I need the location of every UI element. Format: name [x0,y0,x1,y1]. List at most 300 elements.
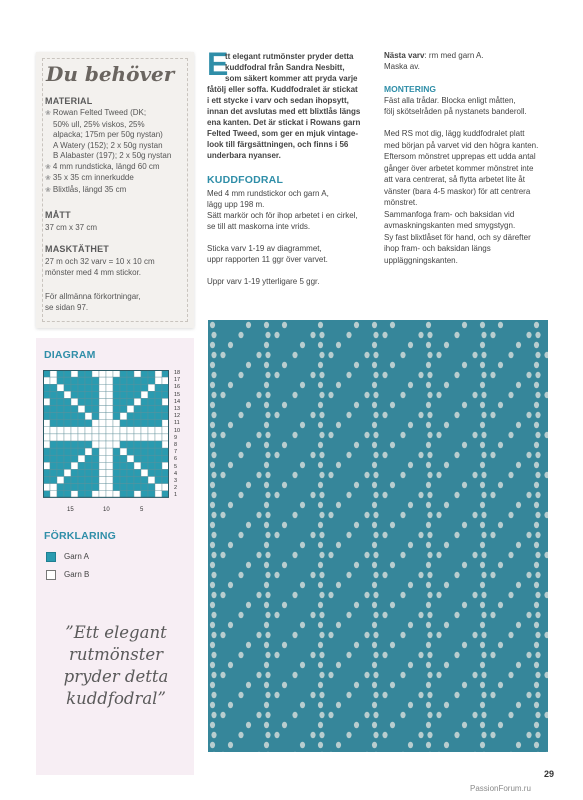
grid-cell [127,384,134,391]
grid-cell [134,491,141,498]
grid-cell [120,420,127,427]
abbrev-line: För allmänna förkortningar, [45,292,141,301]
grid-cell [106,398,113,405]
grid-cell [141,477,148,484]
row-number: 5 [174,463,178,470]
text-line: : rm med garn A. [424,51,484,60]
grid-cell [92,384,99,391]
material-list [45,108,193,196]
grid-cell [162,427,169,434]
grid-cell [71,377,78,384]
grid-cell [106,427,113,434]
grid-cell [85,370,92,377]
grid-cell [43,406,50,413]
text-line: Fäst alla trådar. Blocka enligt måtten, [384,96,516,105]
grid-cell [127,462,134,469]
row-number: 18 [174,370,181,376]
grid-cell [141,441,148,448]
grid-cell [120,370,127,377]
kuddfodral-para3 [207,276,377,287]
grid-cell [162,469,169,476]
material-heading: MATERIAL [45,96,93,106]
grid-cell [85,455,92,462]
grid-cell [92,469,99,476]
grid-cell [141,398,148,405]
abbrev-text [45,292,141,313]
grid-cell [127,484,134,491]
intro-paragraph [207,46,375,161]
grid-cell [141,413,148,420]
grid-cell [120,398,127,405]
grid-cell [92,462,99,469]
grid-cell [155,391,162,398]
grid-cell [78,413,85,420]
grid-cell [113,370,120,377]
grid-cell [113,434,120,441]
text-line: Med 4 mm rundstickor och garn A, [207,189,329,198]
grid-cell [92,406,99,413]
intro-line: underbara nyanser. [207,151,281,160]
grid-cell [127,477,134,484]
text-line: Med RS mot dig, lägg kuddfodralet platt [384,129,525,138]
grid-cell [92,370,99,377]
grid-cell [120,491,127,498]
grid-cell [85,441,92,448]
row-number: 15 [174,391,181,398]
grid-cell [155,448,162,455]
grid-cell [57,455,64,462]
grid-cell [106,455,113,462]
row-number: 4 [174,470,178,477]
grid-cell [78,420,85,427]
grid-cell [148,384,155,391]
grid-cell [155,398,162,405]
grid-cell [50,441,57,448]
row-number: 14 [174,398,181,405]
grid-cell [85,462,92,469]
grid-cell [162,377,169,384]
grid-cell [106,384,113,391]
material-line: ❀ Blixtlås, längd 35 cm [45,185,193,197]
grid-cell [162,420,169,427]
grid-cell [148,462,155,469]
grid-cell [64,441,71,448]
grid-cell [57,484,64,491]
grid-cell [92,391,99,398]
material-line: ❀ 4 mm rundsticka, längd 60 cm [45,162,193,174]
grid-cell [113,413,120,420]
grid-cell [162,413,169,420]
grid-cell [71,406,78,413]
col-number: 5 [140,507,144,513]
text-line: Sy fast blixtlåset för hand, och sy därefter [384,232,531,242]
intro-line: ena kanten. Det är stickat i Rowans garn [207,118,361,127]
grid-cell [50,469,57,476]
row-number: 2 [174,485,178,492]
grid-cell [134,377,141,384]
grid-cell [78,384,85,391]
grid-cell [78,406,85,413]
grid-cell [71,413,78,420]
grid-cell [113,377,120,384]
grid-cell [64,484,71,491]
grid-cell [78,448,85,455]
grid-cell [71,420,78,427]
grid-cell [141,420,148,427]
material-line: alpacka; 175m per 50g nystan) [53,130,163,139]
grid-cell [85,398,92,405]
grid-cell [85,469,92,476]
grid-cell [43,384,50,391]
grid-cell [155,420,162,427]
grid-cell [148,477,155,484]
drop-cap: E [207,46,229,82]
grid-cell [57,441,64,448]
row-number: 10 [174,427,181,434]
grid-cell [50,484,57,491]
grid-cell [43,413,50,420]
grid-cell [99,370,106,377]
grid-cell [162,491,169,498]
grid-cell [43,370,50,377]
grid-cell [64,377,71,384]
grid-cell [57,469,64,476]
grid-cell [127,448,134,455]
grid-cell [43,398,50,405]
grid-cell [71,448,78,455]
grid-cell [85,427,92,434]
grid-cell [85,391,92,398]
intro-line: innan det avslutas med ett blixtlås längs [207,107,361,116]
grid-cell [141,448,148,455]
text-line: Sammanfoga fram- och baksidan vid [384,209,515,219]
grid-cell [85,377,92,384]
grid-cell [127,370,134,377]
grid-cell [134,420,141,427]
row-number: 8 [174,442,178,449]
grid-cell [162,434,169,441]
grid-cell [64,491,71,498]
grid-cell [148,427,155,434]
grid-cell [57,398,64,405]
kuddfodral-para1 [207,188,377,232]
grid-cell [50,462,57,469]
intro-line: fåtölj eller soffa. Kuddfodralet är stickat [207,85,358,94]
grid-cell [148,469,155,476]
grid-cell [134,398,141,405]
grid-cell [78,398,85,405]
grid-cell [57,477,64,484]
grid-cell [50,384,57,391]
grid-cell [106,448,113,455]
text-line: uppr rapporten 11 ggr över varvet. [207,255,328,264]
grid-cell [50,455,57,462]
grid-cell [155,427,162,434]
grid-cell [99,384,106,391]
col-number: 15 [67,507,74,513]
grid-cell [162,462,169,469]
grid-cell [92,427,99,434]
grid-cell [106,377,113,384]
grid-cell [50,427,57,434]
grid-cell [57,420,64,427]
row-number: 13 [174,406,181,413]
grid-cell [148,413,155,420]
grid-cell [141,469,148,476]
grid-cell [50,370,57,377]
watermark: PassionForum.ru [470,784,531,793]
grid-cell [162,398,169,405]
grid-cell [78,434,85,441]
abbrev-line: se sidan 97. [45,302,89,312]
grid-cell [113,427,120,434]
grid-cell [92,441,99,448]
grid-cell [85,384,92,391]
grid-cell [141,484,148,491]
matt-heading: MÅTT [45,210,71,220]
grid-cell [64,455,71,462]
grid-cell [155,455,162,462]
grid-cell [141,462,148,469]
grid-cell [85,448,92,455]
grid-cell [120,391,127,398]
grid-cell [64,370,71,377]
grid-cell [64,469,71,476]
grid-cell [127,406,134,413]
grid-cell [113,462,120,469]
intro-line: som säkert kommer att pryda varje [225,74,358,83]
grid-cell [57,491,64,498]
grid-cell [85,491,92,498]
grid-cell [106,484,113,491]
grid-cell [120,469,127,476]
grid-cell [134,384,141,391]
grid-cell [92,420,99,427]
grid-cell [120,413,127,420]
grid-cell [78,377,85,384]
text-line: gånger över arbetet kommer mönstret inte [384,163,534,173]
grid-cell [148,377,155,384]
grid-cell [71,462,78,469]
grid-cell [85,420,92,427]
text-line: Uppr varv 1-19 ytterligare 5 ggr. [207,277,320,286]
grid-cell [43,420,50,427]
grid-cell [85,434,92,441]
legend-label: Garn A [64,552,89,561]
text-line: Maska av. [384,62,420,71]
row-number: 12 [174,413,181,420]
grid-cell [127,455,134,462]
row-number: 7 [174,449,178,456]
text-line: följ skötselråden på nystanets banderoll. [384,107,527,116]
grid-cell [57,434,64,441]
grid-cell [134,406,141,413]
grid-cell [43,391,50,398]
grid-cell [134,484,141,491]
intro-line: tt elegant rutmönster pryder detta [225,52,354,61]
grid-cell [134,448,141,455]
text-line: Eftersom mönstret upprepas ett udda antal [384,152,536,161]
text-line: Sticka varv 1-19 av diagrammet, [207,244,322,253]
material-line: ❀ 35 x 35 cm innerkudde [45,173,193,185]
montering-para1 [384,95,554,117]
grid-cell [92,377,99,384]
chart-diagram-grid [43,370,169,498]
grid-cell [50,398,57,405]
grid-cell [99,477,106,484]
grid-cell [85,413,92,420]
grid-cell [127,420,134,427]
grid-cell [43,477,50,484]
grid-cell [57,391,64,398]
grid-cell [99,427,106,434]
grid-cell [106,370,113,377]
grid-cell [113,384,120,391]
grid-cell [71,455,78,462]
grid-cell [162,384,169,391]
masktathet-line: mönster med 4 mm stickor. [45,267,142,277]
grid-cell [64,384,71,391]
intro-line: kuddfodral från Sandra Nesbitt, [225,63,345,72]
nasta-label: Nästa varv [384,51,425,60]
masktathet-text [45,257,155,278]
grid-cell [50,434,57,441]
grid-cell [92,491,99,498]
grid-cell [57,427,64,434]
grid-cell [78,455,85,462]
grid-cell [43,434,50,441]
grid-cell [141,455,148,462]
legend-item-a [46,551,89,562]
diagram-heading: DIAGRAM [44,349,96,361]
legend-heading: FÖRKLARING [44,530,116,542]
intro-line: Felted Tweed, som ger en mjuk vintage- [207,129,358,138]
grid-cell [43,469,50,476]
grid-cell [162,406,169,413]
grid-cell [57,377,64,384]
grid-cell [92,413,99,420]
grid-cell [127,398,134,405]
row-number: 17 [174,377,181,384]
grid-cell [85,477,92,484]
grid-cell [113,491,120,498]
grid-cell [134,391,141,398]
grid-cell [141,370,148,377]
grid-cell [106,441,113,448]
grid-cell [155,406,162,413]
grid-cell [113,455,120,462]
grid-cell [155,469,162,476]
grid-cell [120,448,127,455]
material-line: 50% ull, 25% viskos, 25% [53,119,145,129]
material-line: A Watery (152); 2 x 50g nystan [53,140,163,150]
matt-text: 37 cm x 37 cm [45,223,98,232]
grid-cell [64,462,71,469]
page-number: 29 [544,769,555,779]
grid-cell [43,462,50,469]
grid-cell [71,441,78,448]
grid-cell [127,469,134,476]
grid-cell [155,384,162,391]
right-column [384,50,554,266]
grid-cell [85,406,92,413]
grid-cell [148,398,155,405]
text-line: uppläggningskanten. [384,255,458,265]
grid-cell [71,384,78,391]
grid-cell [162,441,169,448]
text-line: vänster (bara 4-5 maskor) för att centrera [384,186,531,196]
grid-cell [141,406,148,413]
row-number: 9 [174,434,178,441]
text-line: se till att maskorna inte vrids. [207,222,311,231]
pull-quote: ”Ett elegant rutmönster pryder detta kuddfodral” [63,623,169,708]
grid-cell [78,370,85,377]
grid-cell [57,384,64,391]
grid-cell [106,469,113,476]
grid-cell [106,477,113,484]
grid-cell [120,484,127,491]
grid-cell [106,406,113,413]
grid-cell [78,427,85,434]
grid-cell [113,398,120,405]
grid-cell [50,477,57,484]
grid-cell [64,391,71,398]
grid-cell [78,484,85,491]
grid-cell [134,370,141,377]
legend-label: Garn B [64,570,90,579]
legend-swatch-a [46,552,56,562]
grid-cell [162,370,169,377]
grid-cell [134,441,141,448]
grid-cell [43,377,50,384]
text-line: mönstret. [384,198,418,207]
grid-cell [50,377,57,384]
grid-cell [120,406,127,413]
grid-cell [141,384,148,391]
grid-cell [134,469,141,476]
grid-cell [127,413,134,420]
grid-cell [71,398,78,405]
grid-cell [50,420,57,427]
grid-cell [43,448,50,455]
kuddfodral-section [207,174,377,287]
grid-cell [148,491,155,498]
text-line: lägg upp 198 m. [207,200,265,209]
grid-cell [127,434,134,441]
grid-cell [92,484,99,491]
grid-cell [85,484,92,491]
grid-cell [141,491,148,498]
grid-cell [106,462,113,469]
grid-cell [71,370,78,377]
grid-cell [64,420,71,427]
grid-cell [64,406,71,413]
grid-cell [155,441,162,448]
grid-cell [120,377,127,384]
grid-cell [92,398,99,405]
grid-cell [50,406,57,413]
grid-cell [71,391,78,398]
grid-cell [99,413,106,420]
grid-cell [134,462,141,469]
grid-cell [57,462,64,469]
grid-cell [148,391,155,398]
grid-cell [43,455,50,462]
grid-cell [148,434,155,441]
grid-cell [99,398,106,405]
grid-cell [141,377,148,384]
grid-cell [127,377,134,384]
